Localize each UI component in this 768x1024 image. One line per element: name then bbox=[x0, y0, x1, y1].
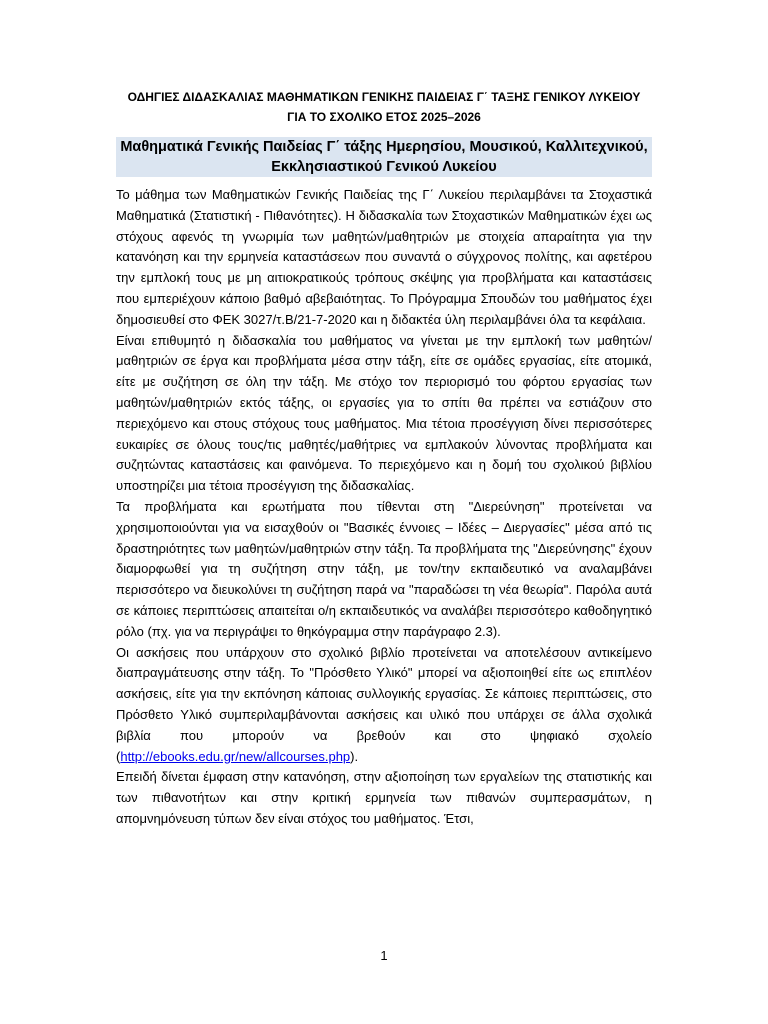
paragraph-4-text-end: ). bbox=[350, 748, 359, 764]
document-body bbox=[116, 185, 652, 830]
body-paragraph-1: Το μάθημα των Μαθηματικών Γενικής Παιδείας της Γ΄ Λυκείου περιλαμβάνει τα Στοχαστικά Μαθηματικά (Στατιστική - Πιθανότητες). Η διδασκαλία των Στοχαστικών Μαθηματικών έχει ως στόχους αφενός τη γνωριμία των μαθητών/μαθητριών με στοιχεία απαραίτητα για την κατανόηση και την ερμηνεία καταστάσεων που συναντά ο σύγχρονος πολίτης, και αφετέρου την εμπλοκή τους με μη αιτιοκρατικούς τρόπους σκέψης για προβλήματα και καταστάσεις που εμπεριέχουν κάποιο βαθμό αβεβαιότητας. Το Πρόγραμμα Σπουδών του μαθήματος έχει δημοσιευθεί στο ΦΕΚ 3027/τ.Β/21-7-2020 και η διδακτέα ύλη περιλαμβάνει όλα τα κεφάλαια. bbox=[116, 187, 652, 327]
body-paragraph-3: Τα προβλήματα και ερωτήματα που τίθενται στη "Διερεύνηση" προτείνεται να χρησιμοποιούνται για να εισαχθούν οι "Βασικές έννοιες – Ιδέες – Διεργασίες" μέσα από τις δραστηριότητες των μαθητών/μαθητριών στην τάξη. Τα προβλήματα της "Διερεύνησης" έχουν διαμορφωθεί για τη συζήτηση στην τάξη, με τον/την εκπαιδευτικό να αναλαμβάνει περισσότερο να διευκολύνει τη συζήτηση παρά να "παραδώσει τη νέα θεωρία". Παρόλα αυτά σε κάποιες περιπτώσεις απαιτείται ο/η εκπαιδευτικός να αναλάβει περισσότερο καθοδηγητικό ρόλο (πχ. για να περιγράψει το θηκόγραμμα στην παράγραφο 2.3). bbox=[116, 498, 652, 639]
body-paragraph-5: Επειδή δίνεται έμφαση στην κατανόηση, στην αξιοποίηση των εργαλείων της στατιστικής και των πιθανοτήτων και στην κριτική ερμηνεία των πιθανών συμπερασμάτων, η απομνημόνευση τύπων δεν είναι στόχος του μαθήματος. Έτσι, bbox=[116, 769, 652, 826]
subject-heading-box bbox=[116, 137, 652, 177]
body-paragraph-4 bbox=[116, 643, 652, 768]
document-title bbox=[116, 87, 652, 127]
subject-heading-line-2: Εκκλησιαστικού Γενικού Λυκείου bbox=[271, 159, 497, 175]
document-title-line-2: ΓΙΑ ΤΟ ΣΧΟΛΙΚΟ ΕΤΟΣ 2025–2026 bbox=[287, 110, 481, 124]
subject-heading-line-1: Μαθηματικά Γενικής Παιδείας Γ΄ τάξης Ημερησίου, Μουσικού, Καλλιτεχνικού, bbox=[120, 139, 648, 155]
ebooks-link[interactable]: http://ebooks.edu.gr/new/allcourses.php bbox=[120, 748, 351, 764]
body-paragraph-2: Είναι επιθυμητό η διδασκαλία του μαθήματος να γίνεται με την εμπλοκή των μαθητών/μαθητριών σε έργα και προβλήματα μέσα στην τάξη, είτε σε ομάδες εργασίας, είτε ατομικά, είτε με συζήτηση σε όλη την τάξη. Με στόχο τον περιορισμό του φόρτου εργασίας των μαθητών/μαθητριών εκτός τάξης, οι εργασίες για το σπίτι θα πρέπει να εστιάζουν στο περιεχόμενο και στους στόχους τους μαθήματος. Μια τέτοια προσέγγιση δίνει περισσότερες ευκαιρίες σε όλους τους/τις μαθητές/μαθήτριες να εμπλακούν λύνοντας προβλήματα και συζητώντας καταστάσεις και φαινόμενα. Το περιεχόμενο και η δομή του σχολικού βιβλίου υποστηρίζει μια τέτοια προσέγγιση της διδασκαλίας. bbox=[116, 332, 652, 494]
page-number: 1 bbox=[380, 948, 388, 963]
document-title-line-1: ΟΔΗΓΙΕΣ ΔΙΔΑΣΚΑΛΙΑΣ ΜΑΘΗΜΑΤΙΚΩΝ ΓΕΝΙΚΗΣ ΠΑΙΔΕΙΑΣ Γ΄ ΤΑΞΗΣ ΓΕΝΙΚΟΥ ΛΥΚΕΙΟΥ bbox=[127, 90, 641, 104]
paragraph-4-text: Οι ασκήσεις που υπάρχουν στο σχολικό βιβλίο προτείνεται να αποτελέσουν αντικείμενο διαπραγμάτευσης στην τάξη. Το "Πρόσθετο Υλικό" μπορεί να αξιοποιηθεί είτε ως επιπλέον ασκήσεις, είτε για την εκπόνηση κάποιας συλλογικής εργασίας. Σε κάποιες περιπτώσεις, στο Πρόσθετο Υλικό συμπεριλαμβάνονται ασκήσεις και υλικό που υπάρχει σε άλλα σχολικά βιβλία που μπορούν να βρεθούν και στο ψηφιακό σχολείο ( bbox=[116, 644, 652, 764]
